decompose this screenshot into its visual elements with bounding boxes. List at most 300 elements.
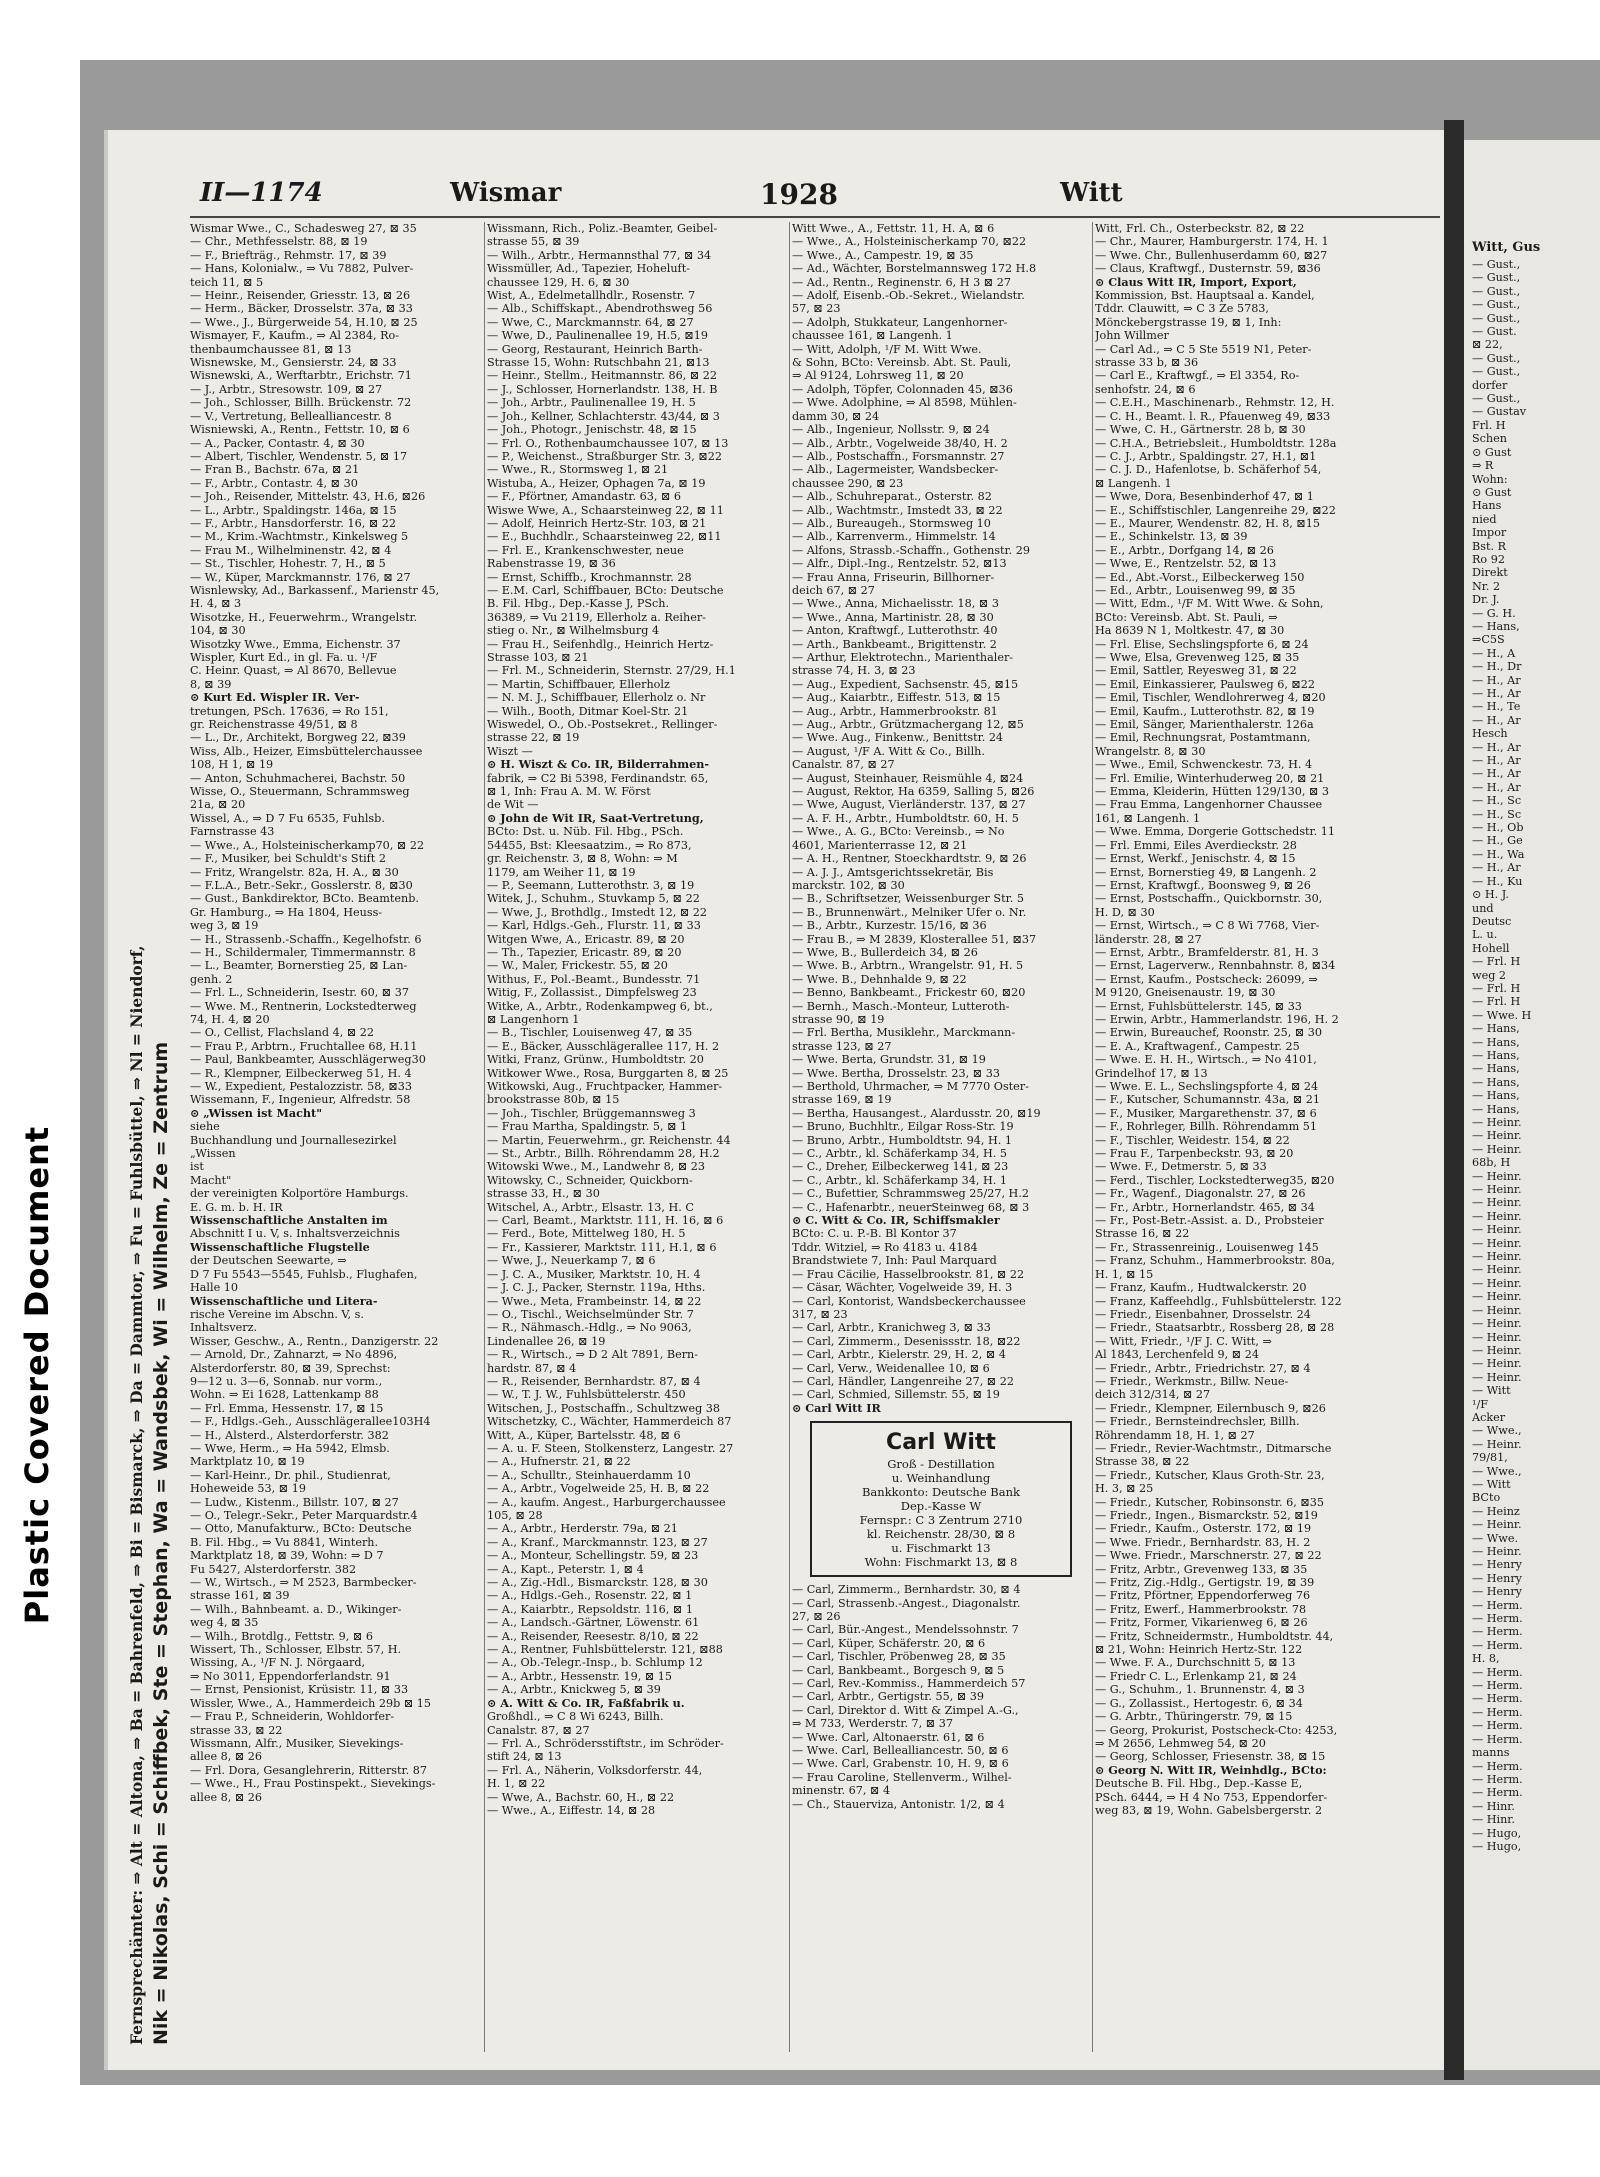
directory-entry: — R., Klempner, Eilbeckerweg 51, H. 4 bbox=[190, 1066, 412, 1080]
directory-entry: — Alb., Lagermeister, Wandsbecker- bbox=[792, 463, 999, 477]
directory-entry: — August, ¹/F A. Witt & Co., Billh. bbox=[792, 744, 985, 758]
next-page-entry: Acker bbox=[1472, 1410, 1506, 1424]
next-page-entry: — Frl. H bbox=[1472, 995, 1521, 1009]
directory-entry: — Friedr., Revier-Wachtmstr., Ditmarsche bbox=[1095, 1441, 1332, 1455]
directory-entry: „Wissen bbox=[190, 1147, 236, 1161]
directory-entry: — Ernst, Werkf., Jenischstr. 4, ⊠ 15 bbox=[1095, 852, 1296, 866]
next-page-entry: — Heinr. bbox=[1472, 1357, 1522, 1371]
directory-entry: — Emil, Sänger, Marienthalerstr. 126a bbox=[1095, 718, 1314, 732]
exchange-legend-top: Fernsprechämter: ⇒ Alt = Altona, ⇒ Ba = Bahrenfeld, ⇒ Bi = Bismarck, ⇒ Da = Dammtor, ⇒ Fu = Fuhlsbüttel, ⇒ Nl = Niendorf, bbox=[127, 945, 146, 2045]
directory-entry: — Ch., Stauerviza, Antonistr. 1/2, ⊠ 4 bbox=[792, 1797, 1005, 1811]
directory-entry: Wissenschaftliche und Litera- bbox=[190, 1294, 378, 1308]
directory-entry: — Friedr., Kutscher, Klaus Groth-Str. 23, bbox=[1095, 1468, 1325, 1482]
directory-entry: — Carl, Bankbeamt., Borgesch 9, ⊠ 5 bbox=[792, 1663, 1005, 1677]
next-page-entry: — Wwe., bbox=[1472, 1464, 1522, 1478]
directory-entry: — J. C. A., Musiker, Marktstr. 10, H. 4 bbox=[487, 1267, 701, 1281]
directory-entry: — Aug., Arbtr., Hammerbrookstr. 81 bbox=[792, 704, 998, 718]
directory-entry: — Wwe., Anna, Michaelisstr. 18, ⊠ 3 bbox=[792, 597, 999, 611]
directory-entry: — Carl, Arbtr., Kielerstr. 29, H. 2, ⊠ 4 bbox=[792, 1348, 1006, 1362]
directory-entry: strasse 55, ⊠ 39 bbox=[487, 235, 580, 249]
directory-entry: — A., Rentner, Fuhlsbüttelerstr. 121, ⊠88 bbox=[487, 1643, 723, 1657]
directory-entry: ⇒ Al 9124, Lohrsweg 11, ⊠ 20 bbox=[792, 369, 964, 383]
directory-entry: Macht" bbox=[190, 1173, 232, 1187]
directory-entry: — E., Arbtr., Dorfgang 14, ⊠ 26 bbox=[1095, 543, 1274, 557]
directory-entry: — Alfr., Dipl.-Ing., Rentzelstr. 52, ⊠13 bbox=[792, 557, 1007, 571]
directory-entry: — Carl, Zimmerm., Bernhardstr. 30, ⊠ 4 bbox=[792, 1583, 1021, 1597]
directory-entry: John Willmer bbox=[1095, 329, 1169, 343]
directory-entry: — Frl. Emmi, Eiles Averdieckstr. 28 bbox=[1095, 838, 1297, 852]
next-page-entry: — Hans, bbox=[1472, 619, 1520, 633]
directory-entry: strasse 33, ⊠ 22 bbox=[190, 1723, 283, 1737]
ad-line: kl. Reichenstr. 28/30, ⊠ 8 bbox=[866, 1527, 1016, 1542]
directory-entry: — G., Schuhm., 1. Brunnenstr. 4, ⊠ 3 bbox=[1095, 1683, 1305, 1697]
directory-entry: — B., Brunnenwärt., Melniker Ufer o. Nr. bbox=[792, 905, 1027, 919]
directory-entry: — Alb., Karrenverm., Himmelstr. 14 bbox=[792, 530, 996, 544]
directory-entry: — Carl, Händler, Langenreihe 27, ⊠ 22 bbox=[792, 1374, 1014, 1388]
directory-entry: — Martin, Schiffbauer, Ellerholz bbox=[487, 677, 670, 691]
directory-entry: — Ernst, Schiffb., Krochmannstr. 28 bbox=[487, 570, 692, 584]
next-page-entry: 79/81, bbox=[1472, 1451, 1508, 1465]
directory-entry: Wist, A., Edelmetallhdlr., Rosenstr. 7 bbox=[487, 289, 696, 303]
directory-entry: — Carl E., Kraftwgf., ⇒ El 3354, Ro- bbox=[1095, 369, 1300, 383]
directory-entry: — Emil, Kaufm., Lutterothstr. 82, ⊠ 19 bbox=[1095, 704, 1315, 718]
directory-entry: — Adolf, Eisenb.-Ob.-Sekret., Wielandstr. bbox=[792, 289, 1025, 303]
directory-entry: — Friedr., Arbtr., Friedrichstr. 27, ⊠ 4 bbox=[1095, 1361, 1311, 1375]
directory-entry: — Ernst, Kraftwgf., Boonsweg 9, ⊠ 26 bbox=[1095, 878, 1311, 892]
next-page-entry: — Herm. bbox=[1472, 1638, 1523, 1652]
directory-entry: rische Vereine im Abschn. V, s. bbox=[190, 1307, 364, 1321]
directory-entry: — Wwe., J., Bürgerweide 54, H.10, ⊠ 25 bbox=[190, 315, 418, 329]
directory-entry: Halle 10 bbox=[190, 1281, 238, 1295]
directory-entry: — Wwe. E. H. H., Wirtsch., ⇒ No 4101, bbox=[1095, 1053, 1317, 1067]
next-page-entry: ⊠ 22, bbox=[1472, 338, 1503, 352]
directory-entry: Alsterdorferstr. 80, ⊠ 39, Sprechst: bbox=[190, 1361, 391, 1375]
directory-entry: marckstr. 102, ⊠ 30 bbox=[792, 878, 905, 892]
next-page-entry: H. 8, bbox=[1472, 1652, 1500, 1666]
directory-entry: — A. F. H., Arbtr., Humboldtstr. 60, H. 5 bbox=[792, 811, 1019, 825]
next-page-entry: Dr. J. bbox=[1472, 593, 1500, 607]
next-page-entry: — Henry bbox=[1472, 1571, 1522, 1585]
directory-entry: — Frl. Emilie, Winterhuderweg 20, ⊠ 21 bbox=[1095, 771, 1325, 785]
directory-entry: — P., Weichenst., Straßburger Str. 3, ⊠22 bbox=[487, 449, 722, 463]
next-page-entry: — Heinr. bbox=[1472, 1330, 1522, 1344]
next-page-entry: — Frl. H bbox=[1472, 955, 1521, 969]
directory-entry: deich 67, ⊠ 27 bbox=[792, 583, 875, 597]
directory-entry: strasse 169, ⊠ 19 bbox=[792, 1093, 892, 1107]
next-page-entries bbox=[1472, 258, 1531, 1853]
directory-entry: — Frl. E., Krankenschwester, neue bbox=[487, 543, 684, 557]
next-page-entry: — Heinr. bbox=[1472, 1196, 1522, 1210]
directory-entry: H. 1, ⊠ 15 bbox=[1095, 1267, 1154, 1281]
ad-line: Groß - Destillation bbox=[887, 1457, 995, 1472]
directory-entry: — Carl, Kontorist, Wandsbeckerchaussee bbox=[792, 1294, 1026, 1308]
next-page-entry: — Hans, bbox=[1472, 1102, 1520, 1116]
directory-entry: — F., Hdlgs.-Geh., Ausschlägerallee103H4 bbox=[190, 1415, 431, 1429]
directory-entry: Wissmüller, Ad., Tapezier, Hoheluft- bbox=[487, 262, 690, 276]
directory-entry: Witkower Wwe., Rosa, Burggarten 8, ⊠ 25 bbox=[487, 1066, 729, 1080]
next-page-entry: — Herm. bbox=[1472, 1612, 1523, 1626]
directory-entry: — Ad., Wächter, Borstelmannsweg 172 H.8 bbox=[792, 262, 1037, 276]
directory-entry: — Albert, Tischler, Wendenstr. 5, ⊠ 17 bbox=[190, 449, 408, 463]
next-page-entry: ⇒C5S bbox=[1472, 633, 1505, 647]
directory-entry: — Witt, Edm., ¹/F M. Witt Wwe. & Sohn, bbox=[1095, 597, 1324, 611]
directory-entry: — Alb., Bureaugeh., Stormsweg 10 bbox=[792, 516, 991, 530]
directory-entry: — Frau H., Seifenhdlg., Heinrich Hertz- bbox=[487, 637, 714, 651]
directory-entry: — August, Steinhauer, Reismühle 4, ⊠24 bbox=[792, 771, 1024, 785]
directory-entry: — C., Hafenarbtr., neuerSteinweg 68, ⊠ 3 bbox=[792, 1200, 1030, 1214]
directory-entry: — Karl, Hdlgs.-Geh., Flurstr. 11, ⊠ 33 bbox=[487, 919, 701, 933]
next-page-entry: — Heinr. bbox=[1472, 1303, 1522, 1317]
next-page-entry: — Herm. bbox=[1472, 1719, 1523, 1733]
next-page-entry: — H., Ar bbox=[1472, 673, 1521, 687]
next-page-fragment bbox=[1464, 140, 1600, 2070]
directory-entry: — F., Rohrleger, Billh. Röhrendamm 51 bbox=[1095, 1120, 1318, 1134]
directory-entry: Canalstr. 87, ⊠ 27 bbox=[487, 1723, 590, 1737]
directory-entry: Wismayer, F., Kaufm., ⇒ Al 2384, Ro- bbox=[190, 329, 400, 343]
directory-entry: ⊠ 21, Wohn: Heinrich Hertz-Str. 122 bbox=[1095, 1643, 1303, 1657]
directory-entry: — A., Landsch.-Gärtner, Löwenstr. 61 bbox=[487, 1616, 700, 1630]
directory-entry: BCto: Vereinsb. Abt. St. Pauli, ⇒ bbox=[1095, 610, 1278, 624]
directory-entry: Marktplatz 10, ⊠ 19 bbox=[190, 1455, 305, 1469]
directory-entry: — Ad., Rentn., Reginenstr. 6, H 3 ⊠ 27 bbox=[792, 275, 1011, 289]
directory-entry: — J., Schlosser, Hornerlandstr. 138, H. B bbox=[487, 382, 718, 396]
directory-entry: — Ed., Abt.-Vorst., Eilbeckerweg 150 bbox=[1095, 570, 1305, 584]
directory-entry: stieg o. Nr., ⊠ Wilhelmsburg 4 bbox=[487, 624, 660, 638]
directory-entry: — Wwe. Carl, Altonaerstr. 61, ⊠ 6 bbox=[792, 1730, 985, 1744]
page-header bbox=[200, 178, 1430, 218]
next-page-entry: — Heinr. bbox=[1472, 1545, 1522, 1558]
directory-entry: — B., Tischler, Louisenweg 47, ⊠ 35 bbox=[487, 1026, 693, 1040]
directory-entry: — Wwe. Bertha, Drosselstr. 23, ⊠ 33 bbox=[792, 1066, 1000, 1080]
directory-entry: — Wwe. Berta, Grundstr. 31, ⊠ 19 bbox=[792, 1053, 986, 1067]
directory-entry: 1179, am Weiher 11, ⊠ 19 bbox=[487, 865, 636, 879]
directory-entry: — A., Schulltr., Steinhauerdamm 10 bbox=[487, 1468, 691, 1482]
directory-entry: — Fritz, Wrangelstr. 82a, H. A., ⊠ 30 bbox=[190, 865, 399, 879]
ad-line: u. Fischmarkt 13 bbox=[891, 1541, 991, 1556]
directory-entry: — Fritz, Pförtner, Eppendorferweg 76 bbox=[1095, 1589, 1311, 1603]
directory-entry: strasse 22, ⊠ 19 bbox=[487, 731, 580, 745]
directory-entry: — H., Strassenb.-Schaffn., Kegelhofstr. 6 bbox=[190, 932, 422, 946]
directory-entry: — Arthur, Elektrotechn., Marienthaler- bbox=[792, 651, 1014, 664]
directory-entry: — Frl. Bertha, Musiklehr., Marckmann- bbox=[792, 1026, 1016, 1040]
directory-entry: — Wwe, C. H., Gärtnerstr. 28 b, ⊠ 30 bbox=[1095, 423, 1306, 437]
directory-entry: — Wwe, J., Neuerkamp 7, ⊠ 6 bbox=[487, 1254, 656, 1268]
directory-entry: — Herm., Bäcker, Drosselstr. 37a, ⊠ 33 bbox=[190, 302, 413, 316]
directory-entry: Witt, A., Küper, Bartelsstr. 48, ⊠ 6 bbox=[487, 1428, 681, 1442]
directory-entry: — Joh., Tischler, Brüggemannsweg 3 bbox=[487, 1106, 696, 1120]
directory-entry: — Franz, Schuhm., Hammerbrookstr. 80a, bbox=[1095, 1254, 1335, 1268]
directory-entry: C. Heinr. Quast, ⇒ Al 8670, Bellevue bbox=[190, 664, 397, 678]
directory-entry: chaussee 161, ⊠ Langenh. 1 bbox=[792, 329, 953, 343]
directory-entry: Farnstrasse 43 bbox=[190, 825, 275, 839]
directory-entry: — Frau M., Wilhelminenstr. 42, ⊠ 4 bbox=[190, 543, 392, 557]
directory-entry: — Ernst, Lagerverw., Rennbahnstr. 8, ⊠34 bbox=[1095, 959, 1336, 973]
directory-entry: — Wwe, C., Marckmannstr. 64, ⊠ 27 bbox=[487, 315, 694, 329]
directory-entry: Rabenstrasse 19, ⊠ 36 bbox=[487, 557, 616, 571]
next-page-entry: — Heinr. bbox=[1472, 1317, 1522, 1331]
next-page-entry: — Herm. bbox=[1472, 1786, 1523, 1800]
next-page-entry: — Herm. bbox=[1472, 1679, 1523, 1693]
directory-entry: — Georg, Schlosser, Friesenstr. 38, ⊠ 15 bbox=[1095, 1750, 1326, 1764]
directory-entry: Grindelhof 17, ⊠ 13 bbox=[1095, 1066, 1208, 1080]
directory-entry: — Fr., Kassierer, Marktstr. 111, H.1, ⊠ 6 bbox=[487, 1240, 717, 1254]
directory-entry: — Friedr C. L., Erlenkamp 21, ⊠ 24 bbox=[1095, 1669, 1297, 1683]
directory-entry: — Wwe., A., Campestr. 19, ⊠ 35 bbox=[792, 248, 974, 262]
directory-entry: — Aug., Kaiarbtr., Eiffestr. 513, ⊠ 15 bbox=[792, 691, 1001, 705]
directory-entry: — L., Dr., Architekt, Borgweg 22, ⊠39 bbox=[190, 731, 406, 745]
directory-entry: — Frau B., ⇒ M 2839, Klosterallee 51, ⊠37 bbox=[792, 932, 1037, 946]
next-page-entry: 68b, H bbox=[1472, 1156, 1511, 1170]
directory-entry: — C., Arbtr., kl. Schäferkamp 34, H. 1 bbox=[792, 1173, 1007, 1187]
directory-entry: — Carl, Arbtr., Kranichweg 3, ⊠ 33 bbox=[792, 1321, 991, 1335]
directory-entry: — Wwe, Elsa, Grevenweg 125, ⊠ 35 bbox=[1095, 651, 1300, 664]
next-page-entry: — Wwe. bbox=[1472, 1531, 1518, 1545]
directory-entry: — Alfons, Strassb.-Schaffn., Gothenstr. 29 bbox=[792, 543, 1031, 557]
directory-entry: — P., Seemann, Lutterothstr. 3, ⊠ 19 bbox=[487, 878, 695, 892]
directory-entry: strasse 161, ⊠ 39 bbox=[190, 1589, 290, 1603]
directory-entry: 108, H 1, ⊠ 19 bbox=[190, 758, 274, 772]
directory-entry: — August, Rektor, Ha 6359, Salling 5, ⊠26 bbox=[792, 785, 1035, 799]
next-page-entry: — Herm. bbox=[1472, 1759, 1523, 1773]
directory-entry: Wiss, Alb., Heizer, Eimsbüttelerchaussee bbox=[190, 744, 423, 758]
directory-entry: — Ernst, Postschaffn., Quickbornstr. 30, bbox=[1095, 892, 1323, 906]
directory-entry: Withus, F., Pol.-Beamt., Bundesstr. 71 bbox=[487, 972, 701, 986]
next-page-entry: — H., Sc bbox=[1472, 794, 1522, 808]
directory-entry: — W., Expedient, Pestalozzistr. 58, ⊠33 bbox=[190, 1080, 413, 1093]
directory-entry: Wohn. ⇒ Ei 1628, Lattenkamp 88 bbox=[190, 1388, 379, 1402]
directory-entry: — Wwe. F., Detmerstr. 5, ⊠ 33 bbox=[1095, 1160, 1267, 1174]
directory-entry: tretungen, PSch. 17636, ⇒ Ro 151, bbox=[190, 704, 389, 718]
directory-entry: gr. Reichenstrasse 49/51, ⊠ 8 bbox=[190, 718, 358, 732]
ad-title: Carl Witt bbox=[886, 1430, 996, 1456]
directory-entry: — Friedr., Staatsarbtr., Rossberg 28, ⊠ 28 bbox=[1095, 1321, 1335, 1335]
directory-entry: — Ernst, Bornerstieg 49, ⊠ Langenh. 2 bbox=[1095, 865, 1317, 879]
directory-entry: — Heinr., Reisender, Griesstr. 13, ⊠ 26 bbox=[190, 289, 411, 303]
directory-entry: ⊙ Kurt Ed. Wispler IR. Ver- bbox=[190, 691, 360, 705]
directory-entry: de Wit — bbox=[487, 798, 539, 812]
ad-lines bbox=[820, 1457, 1062, 1569]
directory-column-3 bbox=[792, 222, 1090, 2052]
directory-entry: — Paul, Bankbeamter, Ausschlägerweg30 bbox=[190, 1053, 426, 1067]
directory-entry: — Wwe, E., Rentzelstr. 52, ⊠ 13 bbox=[1095, 557, 1277, 571]
directory-entry: — W., Küper, Marckmannstr. 176, ⊠ 27 bbox=[190, 570, 411, 584]
directory-entry: — W., Maler, Frickestr. 55, ⊠ 20 bbox=[487, 959, 668, 973]
directory-entry: ⊙ Georg N. Witt IR, Weinhdlg., BCto: bbox=[1095, 1763, 1327, 1777]
directory-entry: — M., Krim.-Wachtmstr., Kinkelsweg 5 bbox=[190, 530, 409, 544]
directory-entry: — Alb., Wachtmstr., Imstedt 33, ⊠ 22 bbox=[792, 503, 1003, 517]
next-page-entry: — H., Sc bbox=[1472, 807, 1522, 821]
directory-entry: 21a, ⊠ 20 bbox=[190, 798, 246, 812]
directory-entry: — Ernst, Kaufm., Postscheck: 26099, ⇒ bbox=[1095, 972, 1318, 986]
directory-entry: Mönckebergstrasse 19, ⊠ 1, Inh: bbox=[1095, 315, 1282, 329]
directory-entry: Abschnitt I u. V, s. Inhaltsverzeichnis bbox=[190, 1227, 400, 1241]
directory-entry: — Carl, Tischler, Pröbenweg 28, ⊠ 35 bbox=[792, 1650, 1006, 1664]
directory-entry: Al 1843, Lerchenfeld 9, ⊠ 24 bbox=[1095, 1348, 1259, 1362]
directory-entry: — Frl. A., Näherin, Volksdorferstr. 44, bbox=[487, 1763, 703, 1777]
next-page-entry: dorfer bbox=[1472, 378, 1508, 392]
directory-entry: — Emil, Tischler, Wendlohrerweg 4, ⊠20 bbox=[1095, 691, 1326, 705]
directory-entry: — Wwe. B., Dehnhalde 9, ⊠ 22 bbox=[792, 972, 967, 986]
directory-entry: Witowsky, C., Schneider, Quickborn- bbox=[487, 1173, 693, 1187]
directory-entry: ⇒ No 3011, Eppendorferlandstr. 91 bbox=[190, 1669, 391, 1683]
directory-entry: — R., Reisender, Bernhardstr. 87, ⊠ 4 bbox=[487, 1374, 701, 1388]
directory-entry: — Carl, Beamt., Marktstr. 111, H. 16, ⊠ 6 bbox=[487, 1214, 724, 1228]
directory-entry: — Wwe. Friedr., Marschnerstr. 27, ⊠ 22 bbox=[1095, 1549, 1322, 1563]
directory-entry: Röhrendamm 18, H. 1, ⊠ 27 bbox=[1095, 1428, 1255, 1442]
directory-entry: thenbaumchaussee 81, ⊠ 13 bbox=[190, 342, 352, 356]
directory-entry: — Carl, Rev.-Kommiss., Hammerdeich 57 bbox=[792, 1677, 1026, 1690]
directory-entry: — Fritz, Schneidermstr., Humboldtstr. 44, bbox=[1095, 1629, 1334, 1643]
directory-entry: Brandstwiete 7, Inh: Paul Marquard bbox=[792, 1254, 997, 1268]
next-page-entry: — Hinr. bbox=[1472, 1813, 1515, 1827]
directory-entry: — Carl, Verw., Weidenallee 10, ⊠ 6 bbox=[792, 1361, 990, 1375]
directory-entry: — E., Bäcker, Ausschlägerallee 117, H. 2 bbox=[487, 1039, 720, 1053]
directory-entry: — Wwe. Emma, Dorgerie Gottschedstr. 11 bbox=[1095, 825, 1336, 839]
next-page-entry: ¹/F bbox=[1472, 1397, 1489, 1411]
directory-entry: — Joh., Schlosser, Billh. Brückenstr. 72 bbox=[190, 396, 412, 410]
next-page-entry: — Herm. bbox=[1472, 1705, 1523, 1719]
next-page-entry: — Wwe. H bbox=[1472, 1008, 1532, 1022]
next-page-entry: — Gust., bbox=[1472, 311, 1521, 325]
directory-entry: — Alb., Schiffskapt., Abendrothsweg 56 bbox=[487, 302, 713, 316]
directory-entry: M 9120, Gneisenaustr. 19, ⊠ 30 bbox=[1095, 986, 1276, 1000]
directory-entry: — Friedr., Kutscher, Robinsonstr. 6, ⊠35 bbox=[1095, 1495, 1324, 1509]
directory-entry: ⇒ M 2656, Lehmweg 54, ⊠ 20 bbox=[1095, 1736, 1266, 1750]
next-page-entry: — Heinr. bbox=[1472, 1209, 1522, 1223]
directory-entry: — Bernh., Masch.-Monteur, Lutteroth- bbox=[792, 999, 1010, 1013]
directory-entry: Witt Wwe., A., Fettstr. 11, H. A, ⊠ 6 bbox=[792, 222, 995, 235]
directory-entry: — F., Arbtr., Contastr. 4, ⊠ 30 bbox=[190, 476, 358, 490]
directory-entry: — Fr., Post-Betr.-Assist. a. D., Probsteier bbox=[1095, 1214, 1324, 1228]
directory-entry: Wistuba, A., Heizer, Ophagen 7a, ⊠ 19 bbox=[487, 476, 706, 490]
side-label-text: Plastic Covered Document bbox=[18, 1125, 56, 1625]
next-page-entry: — Gust. bbox=[1472, 325, 1517, 339]
directory-entry: Wisse, O., Steuermann, Schrammsweg bbox=[190, 785, 410, 799]
next-page-entry: — Heinr. bbox=[1472, 1370, 1522, 1384]
directory-entry: E. G. m. b. H. IR bbox=[190, 1200, 283, 1214]
ad-line: Bankkonto: Deutsche Bank bbox=[861, 1485, 1020, 1500]
directory-entry: strasse 90, ⊠ 19 bbox=[792, 1012, 885, 1026]
next-page-entry: — Herm. bbox=[1472, 1625, 1523, 1639]
directory-entry: Deutsche B. Fil. Hbg., Dep.-Kasse E, bbox=[1095, 1777, 1303, 1791]
directory-entry: — Ernst, Pensionist, Krüsistr. 11, ⊠ 33 bbox=[190, 1683, 409, 1697]
directory-entry: — A., Kranf., Marckmannstr. 123, ⊠ 27 bbox=[487, 1535, 708, 1549]
next-page-entry: und bbox=[1472, 901, 1494, 915]
column-divider bbox=[789, 222, 790, 2052]
directory-entry: — A., Arbtr., Knickweg 5, ⊠ 39 bbox=[487, 1683, 661, 1697]
directory-entry: — Heinr., Stellm., Heitmannstr. 86, ⊠ 22 bbox=[487, 369, 718, 383]
directory-entry: Wissel, A., ⇒ D 7 Fu 6535, Fuhlsb. bbox=[190, 811, 385, 825]
next-page-header: Witt, Gus bbox=[1472, 240, 1541, 255]
directory-entry: — Aug., Expedient, Sachsenstr. 45, ⊠15 bbox=[792, 677, 1019, 691]
next-page-entry: — H., Ar bbox=[1472, 740, 1521, 754]
directory-entry: — W., Wirtsch., ⇒ M 2523, Barmbecker- bbox=[190, 1576, 417, 1590]
directory-entry: — Anton, Kraftwgf., Lutterothstr. 40 bbox=[792, 624, 998, 638]
directory-entry: — A., Hdlgs.-Geh., Rosenstr. 22, ⊠ 1 bbox=[487, 1589, 693, 1603]
directory-entry: — A., Reisender, Reesestr. 8/10, ⊠ 22 bbox=[487, 1629, 699, 1643]
directory-entry: Witt, Frl. Ch., Osterbeckstr. 82, ⊠ 22 bbox=[1095, 222, 1305, 235]
directory-entry: senhofstr. 24, ⊠ 6 bbox=[1095, 382, 1196, 396]
directory-entry: weg 3, ⊠ 19 bbox=[190, 919, 259, 933]
next-page-entry: — Gust., bbox=[1472, 271, 1521, 285]
directory-entry: Wisotzke, H., Feuerwehrm., Wrangelstr. bbox=[190, 610, 418, 624]
next-page-entry: — Gust., bbox=[1472, 258, 1521, 271]
directory-column-4 bbox=[1095, 222, 1395, 2052]
directory-entry: ⊙ „Wissen ist Macht" bbox=[190, 1106, 323, 1120]
directory-entry: — W., T. J. W., Fuhlsbüttelerstr. 450 bbox=[487, 1388, 686, 1402]
directory-entry: Wismar Wwe., C., Schadesweg 27, ⊠ 35 bbox=[190, 222, 417, 235]
directory-entry: — G. Arbtr., Thüringerstr. 79, ⊠ 15 bbox=[1095, 1710, 1293, 1724]
directory-entry: — N. M. J., Schiffbauer, Ellerholz o. Nr bbox=[487, 691, 706, 705]
directory-entry: Wrangelstr. 8, ⊠ 30 bbox=[1095, 744, 1206, 758]
directory-entry: — Wwe. F. A., Durchschnitt 5, ⊠ 13 bbox=[1095, 1656, 1296, 1670]
directory-entry: — Wilh., Bahnbeamt. a. D., Wikinger- bbox=[190, 1602, 402, 1616]
directory-entry: Inhaltsverz. bbox=[190, 1321, 258, 1335]
directory-entry: — Wwe. B., Arbtrn., Wrangelstr. 91, H. 5 bbox=[792, 959, 1024, 973]
next-page-entry: — Herm. bbox=[1472, 1772, 1523, 1786]
directory-entry: — Frl. M., Schneiderin, Sternstr. 27/29, H.1 bbox=[487, 664, 736, 678]
directory-entry: ⊙ C. Witt & Co. IR, Schiffsmakler bbox=[792, 1214, 1000, 1228]
next-page-entry: — Hans, bbox=[1472, 1089, 1520, 1103]
directory-entry: Lindenallee 26, ⊠ 19 bbox=[487, 1334, 606, 1348]
directory-entry: — C.H.A., Betriebsleit., Humboldtstr. 128a bbox=[1095, 436, 1337, 450]
next-page-entry: — Gust., bbox=[1472, 365, 1521, 379]
next-page-entry: — Gust., bbox=[1472, 284, 1521, 298]
directory-entry: — E. A., Kraftwagenf., Campestr. 25 bbox=[1095, 1039, 1300, 1053]
directory-entry: — Chr., Maurer, Hamburgerstr. 174, H. 1 bbox=[1095, 235, 1329, 249]
directory-entry: — A., Arbtr., Vogelweide 25, H. B, ⊠ 22 bbox=[487, 1482, 710, 1496]
directory-entry: — Frl. L., Schneiderin, Isestr. 60, ⊠ 37 bbox=[190, 986, 409, 1000]
directory-entry: — Ludw., Kistenm., Billstr. 107, ⊠ 27 bbox=[190, 1495, 399, 1509]
directory-entry: strasse 33, H., ⊠ 30 bbox=[487, 1187, 600, 1201]
directory-entry: — Carl, Strassenb.-Angest., Diagonalstr. bbox=[792, 1596, 1021, 1610]
directory-entry: — Joh., Arbtr., Paulinenallee 19, H. 5 bbox=[487, 396, 696, 410]
directory-entry: — Wwe. E. L., Sechslingspforte 4, ⊠ 24 bbox=[1095, 1080, 1319, 1093]
directory-entry: — Wwe, Herm., ⇒ Ha 5942, Elmsb. bbox=[190, 1441, 390, 1455]
next-page-entry: — H., Ar bbox=[1472, 754, 1521, 768]
directory-entry: ⊠ Langenhorn 1 bbox=[487, 1012, 580, 1026]
directory-entry: — Friedr., Klempner, Eilernbusch 9, ⊠26 bbox=[1095, 1401, 1326, 1415]
directory-entry: genh. 2 bbox=[190, 972, 233, 986]
directory-entry: — V., Vertretung, Bellealliancestr. 8 bbox=[190, 409, 392, 423]
directory-entry: Wisser, Geschw., A., Rentn., Danzigerstr. 22 bbox=[190, 1334, 439, 1348]
next-page-entry: ⊙ Gust bbox=[1472, 445, 1512, 459]
directory-entry: ist bbox=[190, 1160, 204, 1174]
directory-entry: — Ed., Arbtr., Louisenweg 99, ⊠ 35 bbox=[1095, 583, 1296, 597]
directory-entry: Gr. Hamburg., ⇒ Ha 1804, Heuss- bbox=[190, 905, 383, 919]
next-page-entry: ⊙ Gust bbox=[1472, 485, 1512, 499]
directory-entry: — Frau Caroline, Stellenverm., Wilhel- bbox=[792, 1770, 1012, 1784]
directory-entry: — Chr., Methfesselstr. 88, ⊠ 19 bbox=[190, 235, 368, 249]
next-page-entry: — Gustav bbox=[1472, 405, 1527, 419]
directory-entry: H. D, ⊠ 30 bbox=[1095, 905, 1155, 919]
directory-entry: — E., Schiffstischler, Langenreihe 29, ⊠22 bbox=[1095, 503, 1336, 517]
directory-entry: — F., Briefträg., Rehmstr. 17, ⊠ 39 bbox=[190, 248, 387, 262]
directory-entry: H. 4, ⊠ 3 bbox=[190, 597, 242, 611]
directory-entry: — A., Packer, Contastr. 4, ⊠ 30 bbox=[190, 436, 365, 450]
next-page-entry: — Heinr. bbox=[1472, 1437, 1522, 1451]
directory-entry: — Wwe. Friedr., Bernhardstr. 83, H. 2 bbox=[1095, 1535, 1311, 1549]
directory-entry: — F., Arbtr., Hansdorferstr. 16, ⊠ 22 bbox=[190, 516, 397, 530]
directory-entry: — A., Zig.-Hdl., Bismarckstr. 128, ⊠ 30 bbox=[487, 1576, 708, 1590]
directory-entry: — Fr., Wagenf., Diagonalstr. 27, ⊠ 26 bbox=[1095, 1187, 1306, 1201]
directory-entry: — Wwe. Carl, Bellealliancestr. 50, ⊠ 6 bbox=[792, 1744, 1009, 1758]
directory-entry: — Fran B., Bachstr. 67a, ⊠ 21 bbox=[190, 463, 360, 477]
directory-entry: brookstrasse 80b, ⊠ 15 bbox=[487, 1093, 620, 1107]
next-page-entry: — Hugo, bbox=[1472, 1839, 1522, 1853]
directory-entry: — C. J., Arbtr., Spaldingstr. 27, H.1, ⊠1 bbox=[1095, 449, 1317, 463]
directory-entry: — F., Tischler, Weidestr. 154, ⊠ 22 bbox=[1095, 1133, 1290, 1147]
